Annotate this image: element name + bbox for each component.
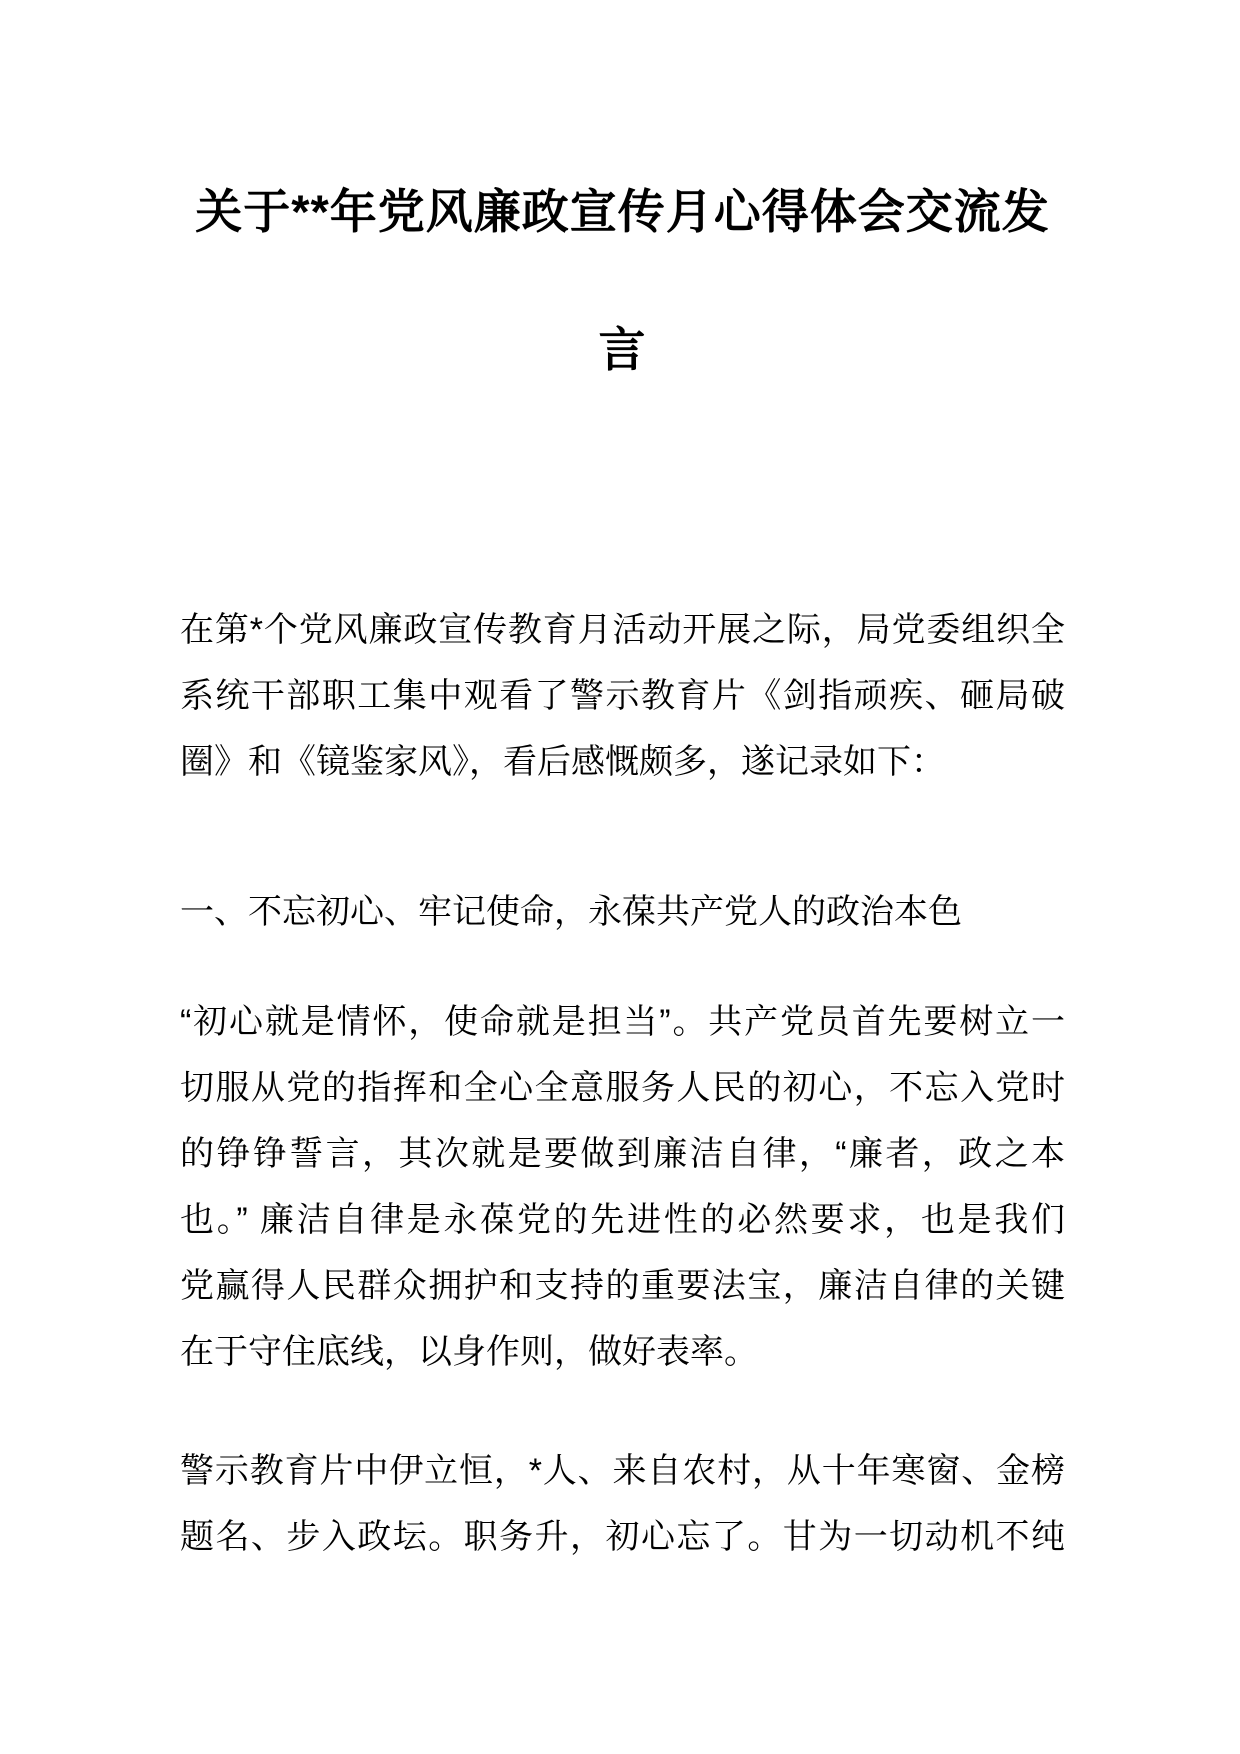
title-line-2: 言	[598, 323, 647, 376]
document-title	[180, 143, 1065, 419]
paragraph-line: 在于守住底线，以身作则，做好表率。	[180, 1333, 758, 1371]
paragraph-line: 题名、步入政坛。职务升，初心忘了。甘为一切动机不纯	[180, 1518, 1065, 1556]
paragraph-line: 圈》和《镜鉴家风》，看后感慨颇多，遂记录如下：	[180, 743, 945, 781]
paragraph-line: 切服从党的指挥和全心全意服务人民的初心，不忘入党时	[180, 1069, 1065, 1107]
paragraph-body-1	[180, 989, 1065, 1385]
section-heading-1	[180, 879, 1065, 945]
paragraph-body-2	[180, 1438, 1065, 1570]
paragraph-line: 警示教育片中伊立恒，*人、来自农村，从十年寒窗、金榜	[180, 1452, 1065, 1490]
paragraph-line: 的铮铮誓言，其次就是要做到廉洁自律，“廉者，政之本	[180, 1135, 1065, 1173]
title-line-1: 关于**年党风廉政宣传月心得体会交流发	[195, 185, 1050, 238]
paragraph-intro	[180, 597, 1065, 795]
paragraph-line: 党赢得人民群众拥护和支持的重要法宝，廉洁自律的关键	[180, 1267, 1065, 1305]
section-heading-line: 一、不忘初心、牢记使命，永葆共产党人的政治本色	[180, 893, 962, 931]
paragraph-line: “初心就是情怀，使命就是担当”。共产党员首先要树立一	[180, 1003, 1065, 1041]
paragraph-line: 也。” 廉洁自律是永葆党的先进性的必然要求，也是我们	[180, 1201, 1065, 1239]
paragraph-line: 系统干部职工集中观看了警示教育片《剑指顽疾、砸局破	[180, 677, 1065, 715]
paragraph-line: 在第*个党风廉政宣传教育月活动开展之际，局党委组织全	[180, 611, 1065, 649]
